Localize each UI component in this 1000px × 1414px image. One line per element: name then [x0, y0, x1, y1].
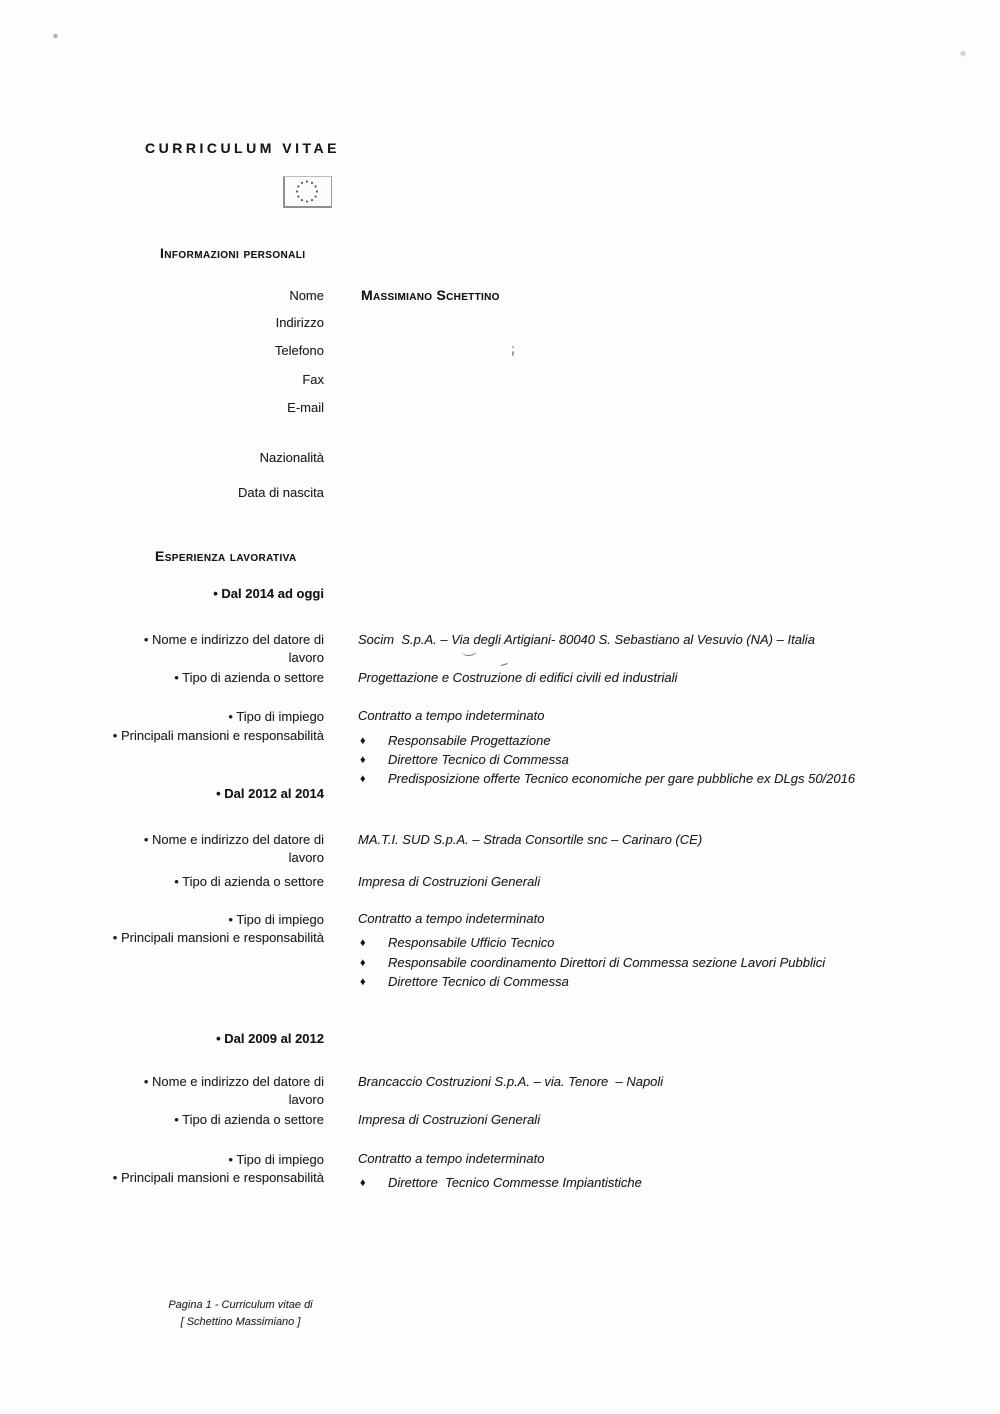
field-value-nome: Massimiano Schettino	[361, 287, 500, 303]
diamond-bullet-icon: ♦	[360, 1177, 366, 1189]
eu-stars-icon	[285, 177, 331, 206]
field-label-nazionalita: Nazionalità	[259, 450, 324, 465]
diamond-bullet-icon: ♦	[360, 754, 366, 766]
duty-text: Direttore Tecnico di Commessa	[388, 974, 569, 989]
job-period-2009-2012: • Dal 2009 al 2012	[216, 1031, 324, 1046]
scan-artifact	[462, 649, 478, 657]
duty-text: Responsabile coordinamento Direttori di Commessa sezione Lavori Pubblici	[388, 955, 826, 970]
duty-text: Responsabile Ufficio Tecnico	[388, 935, 555, 950]
field-label-indirizzo: Indirizzo	[275, 315, 324, 330]
diamond-bullet-icon: ♦	[360, 976, 366, 988]
label-sector: • Tipo di azienda o settore	[174, 874, 324, 889]
field-label-fax: Fax	[302, 372, 324, 387]
field-label-telefono: Telefono	[274, 343, 324, 358]
label-employer: • Nome e indirizzo del datore di lavoro	[143, 1074, 324, 1107]
job1-duty-item	[360, 751, 970, 769]
label-employment-type: • Tipo di impiego	[228, 912, 324, 927]
scan-artifact	[501, 663, 509, 668]
footer-line1: Pagina 1 - Curriculum vitae di	[168, 1299, 313, 1311]
scan-artifact	[52, 33, 59, 39]
label-employer: • Nome e indirizzo del datore di lavoro	[143, 832, 324, 865]
job1-employer-value: Socim S.p.A. – Via degli Artigiani- 80040 S. Sebastiano al Vesuvio (NA) – Italia	[358, 632, 815, 647]
label-duties: • Principali mansioni e responsabilità	[112, 728, 324, 743]
label-employment-type: • Tipo di impiego	[228, 709, 324, 724]
field-label-nome: Nome	[289, 288, 324, 303]
diamond-bullet-icon: ♦	[360, 735, 366, 747]
label-sector: • Tipo di azienda o settore	[174, 1112, 324, 1127]
diamond-bullet-icon: ♦	[360, 957, 366, 969]
job2-duty-item	[360, 934, 970, 952]
field-label-data-di-nascita: Data di nascita	[238, 485, 324, 500]
section-informazioni-personali: Informazioni personali	[160, 245, 306, 261]
job1-duty-item	[360, 770, 970, 788]
job2-employment-type-value: Contratto a tempo indeterminato	[358, 911, 545, 926]
duty-text: Direttore Tecnico di Commessa	[388, 752, 569, 767]
job2-employer-value: MA.T.I. SUD S.p.A. – Strada Consortile snc – Carinaro (CE)	[358, 832, 703, 847]
page-footer	[128, 1297, 353, 1331]
duty-text: Predisposizione offerte Tecnico economiche per gare pubbliche ex DLgs 50/2016	[388, 771, 856, 786]
diamond-bullet-icon: ♦	[360, 773, 366, 785]
scan-artifact	[960, 49, 966, 58]
diamond-bullet-icon: ♦	[360, 937, 366, 949]
footer-line2: [ Schettino Massimiano ]	[180, 1316, 301, 1328]
job-period-2014-oggi: • Dal 2014 ad oggi	[213, 586, 324, 601]
duty-text: Responsabile Progettazione	[388, 733, 551, 748]
job3-duty-item	[360, 1174, 970, 1192]
job2-duty-item	[360, 954, 970, 972]
label-employer: • Nome e indirizzo del datore di lavoro	[143, 632, 324, 665]
job3-employment-type-value: Contratto a tempo indeterminato	[358, 1151, 545, 1166]
job2-sector-value: Impresa di Costruzioni Generali	[358, 874, 541, 889]
label-employment-type: • Tipo di impiego	[228, 1152, 324, 1167]
job2-duty-item	[360, 973, 970, 991]
label-duties: • Principali mansioni e responsabilità	[112, 930, 324, 945]
document-title: CURRICULUM VITAE	[145, 140, 340, 156]
scan-artifact	[512, 346, 514, 348]
label-sector: • Tipo di azienda o settore	[174, 670, 324, 685]
job3-sector-value: Impresa di Costruzioni Generali	[358, 1112, 541, 1127]
eu-flag-logo	[283, 176, 332, 208]
job3-employer-value: Brancaccio Costruzioni S.p.A. – via. Tenore – Napoli	[358, 1074, 664, 1089]
scan-artifact	[512, 351, 515, 356]
job1-employment-type-value: Contratto a tempo indeterminato	[358, 708, 545, 723]
duty-text: Direttore Tecnico Commesse Impiantistiche	[388, 1175, 642, 1190]
section-esperienza-lavorativa: Esperienza lavorativa	[155, 548, 297, 564]
label-duties: • Principali mansioni e responsabilità	[112, 1170, 324, 1185]
job1-duty-item	[360, 732, 970, 750]
field-label-email: E-mail	[287, 400, 324, 415]
job-period-2012-2014: • Dal 2012 al 2014	[216, 786, 324, 801]
job1-sector-value: Progettazione e Costruzione di edifici civili ed industriali	[358, 670, 678, 685]
